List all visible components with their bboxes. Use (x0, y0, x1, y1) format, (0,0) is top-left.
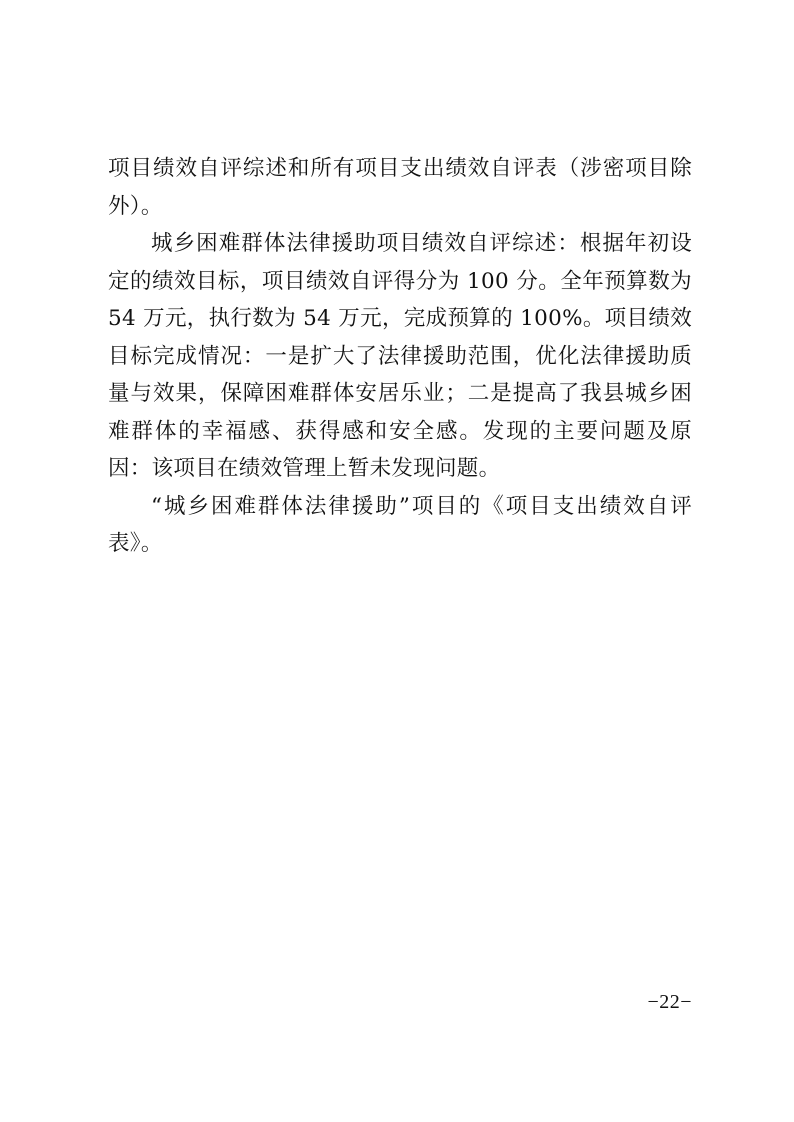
page-number: −22− (647, 991, 692, 1013)
paragraph-summary: 城乡困难群体法律援助项目绩效自评综述：根据年初设定的绩效目标，项目绩效自评得分为 100 分。全年预算数为 54 万元，执行数为 54 万元，完成预算的 100%。项目绩效目标完成情况：一是扩大了法律援助范围，优化法律援助质量与效果，保障困难群体安居乐业；二是提高了我县城乡困难群体的幸福感、获得感和安全感。发现的主要问题及原因：该项目在绩效管理上暂未发现问题。 (108, 231, 700, 481)
paragraph-intro: 项目绩效自评综述和所有项目支出绩效自评表（涉密项目除外）。 (108, 156, 692, 219)
paragraph-attachment-note: “城乡困难群体法律援助”项目的《项目支出绩效自评表》。 (108, 493, 692, 556)
document-body (108, 150, 700, 563)
